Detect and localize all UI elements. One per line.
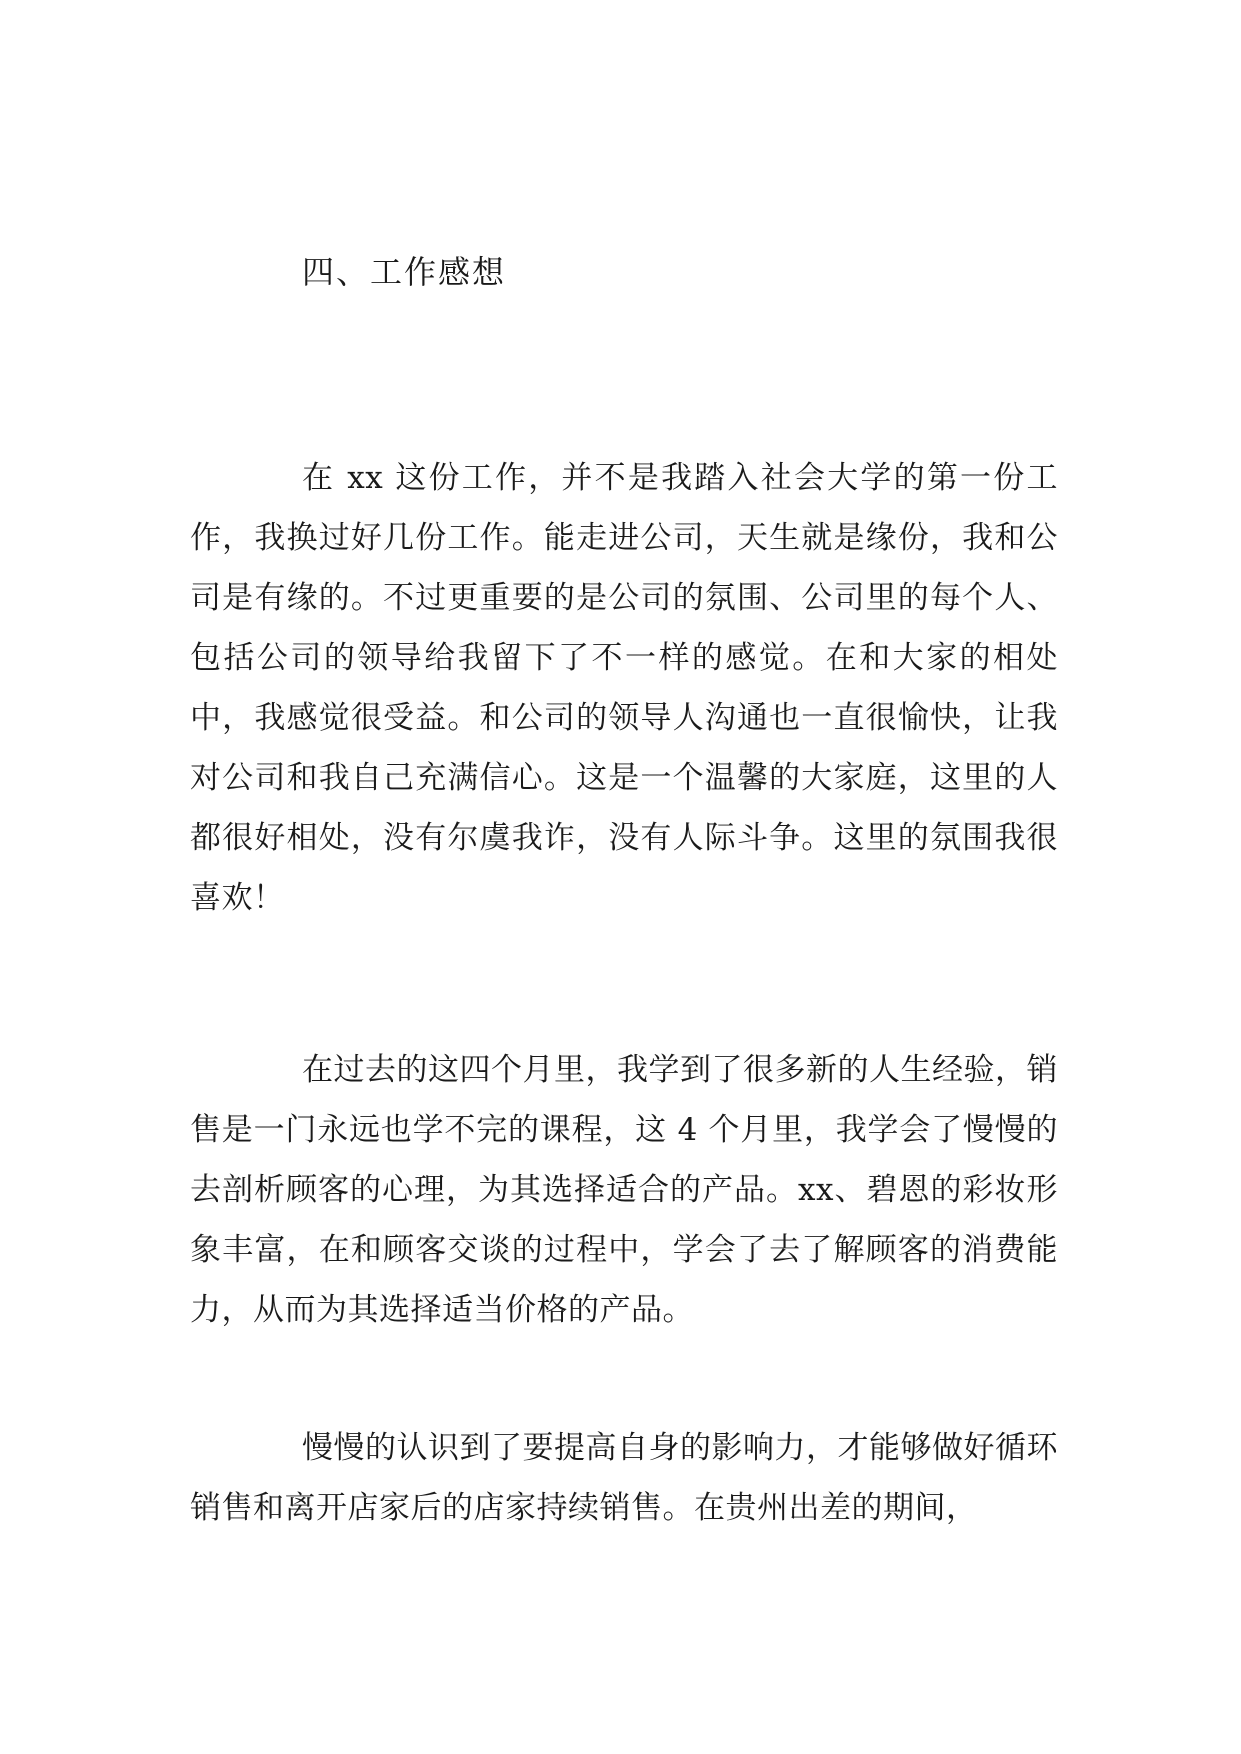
- paragraph-influence: 慢慢的认识到了要提高自身的影响力，才能够做好循环销售和离开店家后的店家持续销售。在贵州出差的期间，: [190, 1430, 1058, 1526]
- paragraph-work-environment: 在 xx 这份工作，并不是我踏入社会大学的第一份工作，我换过好几份工作。能走进公司，天生就是缘份，我和公司是有缘的。不过更重要的是公司的氛围、公司里的每个人、包括公司的领导给我留下了不一样的感觉。在和大家的相处中，我感觉很受益。和公司的领导人沟通也一直很愉快，让我对公司和我自己充满信心。这是一个温馨的大家庭，这里的人都很好相处，没有尔虞我诈，没有人际斗争。这里的氛围我很喜欢！: [190, 460, 1058, 916]
- paragraph-sales-experience: 在过去的这四个月里，我学到了很多新的人生经验，销售是一门永远也学不完的课程，这 4 个月里，我学会了慢慢的去剖析顾客的心理，为其选择适合的产品。xx、碧恩的彩妆形象丰富，在和顾客交谈的过程中，学会了去了解顾客的消费能力，从而为其选择适当价格的产品。: [190, 1052, 1058, 1328]
- section-heading: 四、工作感想: [302, 253, 507, 291]
